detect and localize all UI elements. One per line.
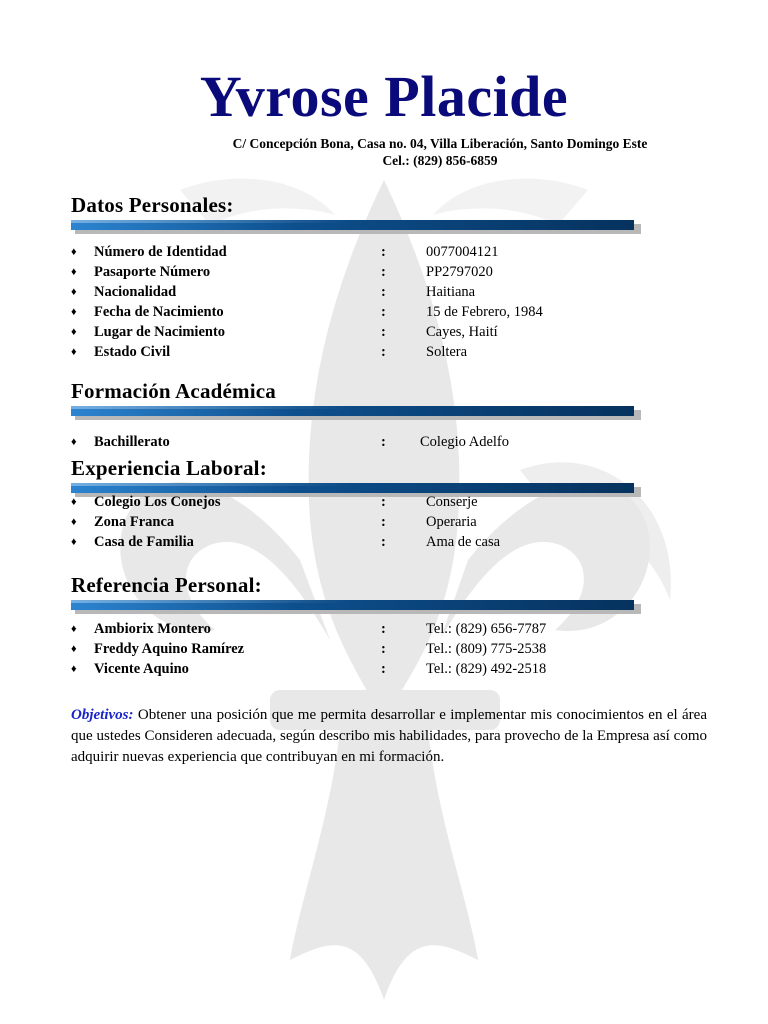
diamond-bullet-icon: ♦ [71, 496, 77, 508]
contact-block [120, 135, 760, 169]
diamond-bullet-icon: ♦ [71, 306, 77, 318]
row-value: Conserje [426, 494, 478, 510]
objective-paragraph [71, 705, 707, 768]
row-label: Zona Franca [94, 514, 175, 530]
section-title-education: Formación Académica [71, 379, 277, 403]
row-label: Nacionalidad [94, 284, 177, 300]
row-label: Lugar de Nacimiento [94, 324, 226, 340]
row-separator: : [381, 284, 386, 300]
experience-rows [71, 492, 671, 552]
row-separator: : [381, 264, 386, 280]
row-label: Colegio Los Conejos [94, 494, 221, 510]
row-value: PP2797020 [426, 264, 493, 280]
list-item [71, 659, 671, 679]
phone-line: Cel.: (829) 856-6859 [382, 153, 498, 168]
list-item [71, 492, 671, 512]
row-separator: : [381, 304, 386, 320]
row-separator: : [381, 514, 386, 530]
section-divider-bar [71, 406, 641, 424]
section-title-experience: Experiencia Laboral: [71, 456, 267, 480]
diamond-bullet-icon: ♦ [71, 266, 77, 278]
candidate-name: Yvrose Placide [199, 64, 569, 129]
diamond-bullet-icon: ♦ [71, 246, 77, 258]
row-label: Bachillerato [94, 434, 170, 450]
row-value: Colegio Adelfo [420, 434, 510, 450]
row-label: Número de Identidad [94, 244, 227, 260]
row-label: Pasaporte Número [94, 264, 211, 280]
list-item [71, 512, 671, 532]
list-item [71, 282, 671, 302]
row-label: Fecha de Nacimiento [94, 304, 224, 320]
diamond-bullet-icon: ♦ [71, 436, 77, 448]
list-item [71, 302, 671, 322]
row-separator: : [381, 344, 386, 360]
row-label: Estado Civil [94, 344, 171, 360]
row-value: Ama de casa [426, 534, 501, 550]
diamond-bullet-icon: ♦ [71, 623, 77, 635]
row-value: Tel.: (829) 656-7787 [426, 621, 547, 637]
list-item [71, 619, 671, 639]
diamond-bullet-icon: ♦ [71, 516, 77, 528]
section-personal-header [71, 192, 641, 238]
section-education-header [71, 378, 641, 424]
row-separator: : [381, 244, 386, 260]
address-line: C/ Concepción Bona, Casa no. 04, Villa Liberación, Santo Domingo Este [232, 136, 648, 151]
row-value: Cayes, Haití [426, 324, 498, 340]
diamond-bullet-icon: ♦ [71, 346, 77, 358]
row-separator: : [381, 494, 386, 510]
list-item [71, 242, 671, 262]
section-divider-bar [71, 600, 641, 618]
row-value: 15 de Febrero, 1984 [426, 304, 543, 320]
list-item [71, 432, 671, 452]
row-separator: : [381, 534, 386, 550]
diamond-bullet-icon: ♦ [71, 643, 77, 655]
row-value: Operaria [426, 514, 477, 530]
list-item [71, 639, 671, 659]
row-label: Vicente Aquino [94, 661, 189, 677]
objective-text: Obtener una posición que me permita desarrollar e implementar mis conocimientos en el área que ustedes Consideren adecuada, según describo mis habilidades, para provecho de la Empresa así como adquirir nuevas experiencia que contribuyan en mi formación. [71, 707, 707, 765]
row-value: Tel.: (809) 775-2538 [426, 641, 547, 657]
section-title-references: Referencia Personal: [71, 573, 262, 597]
section-divider-bar [71, 220, 641, 238]
diamond-bullet-icon: ♦ [71, 663, 77, 675]
row-separator: : [381, 621, 386, 637]
row-value: Tel.: (829) 492-2518 [426, 661, 547, 677]
row-label: Freddy Aquino Ramírez [94, 641, 245, 657]
row-label: Ambiorix Montero [94, 621, 211, 637]
row-value: Soltera [426, 344, 468, 360]
list-item [71, 322, 671, 342]
diamond-bullet-icon: ♦ [71, 286, 77, 298]
row-value: 0077004121 [426, 244, 499, 260]
section-title-personal: Datos Personales: [71, 193, 234, 217]
list-item [71, 532, 671, 552]
education-rows [71, 432, 671, 452]
references-rows [71, 619, 671, 679]
list-item [71, 262, 671, 282]
row-separator: : [381, 324, 386, 340]
row-value: Haitiana [426, 284, 476, 300]
list-item [71, 342, 671, 362]
diamond-bullet-icon: ♦ [71, 326, 77, 338]
row-separator: : [381, 661, 386, 677]
objective-label: Objetivos: [71, 707, 134, 723]
row-label: Casa de Familia [94, 534, 194, 550]
diamond-bullet-icon: ♦ [71, 536, 77, 548]
row-separator: : [381, 434, 386, 450]
personal-rows [71, 242, 671, 362]
row-separator: : [381, 641, 386, 657]
section-references-header [71, 572, 641, 618]
